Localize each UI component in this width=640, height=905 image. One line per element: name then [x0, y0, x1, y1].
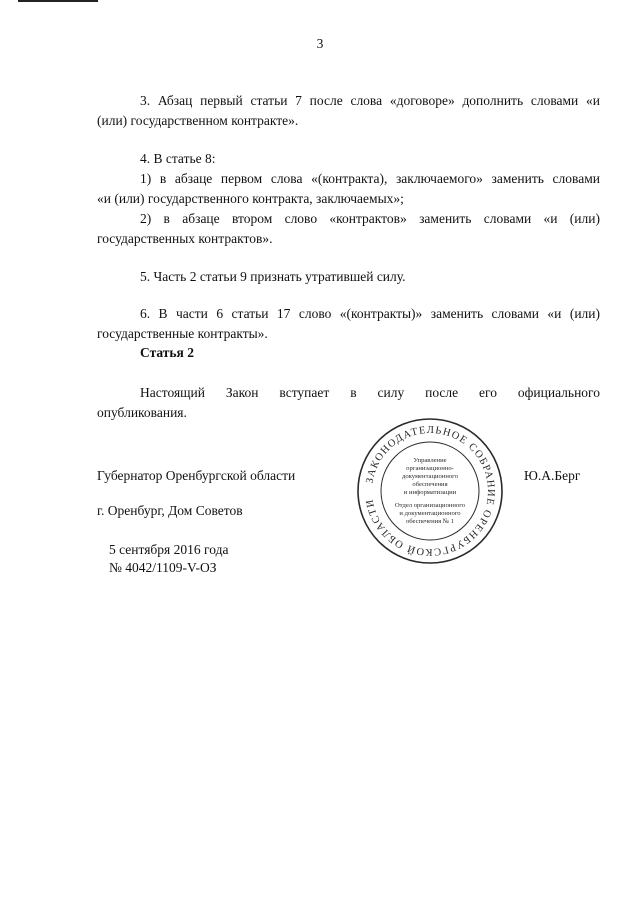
item4-sub2-line2: государственных контрактов».: [97, 231, 273, 246]
item4-heading: 4. В статье 8:: [140, 151, 216, 166]
item6-line2: государственные контракты».: [97, 326, 268, 341]
item6-line1: 6. В части 6 статьи 17 слово «(контракты)» заменить словами «и (или): [140, 306, 600, 321]
stamp-inner-line: Управление: [413, 457, 447, 464]
item4-sub1-line1: 1) в абзаце первом слова «(контракта), заключаемого» заменить словами: [140, 171, 600, 186]
item5: 5. Часть 2 статьи 9 признать утратившей силу.: [140, 269, 406, 284]
item3-line1: 3. Абзац первый статьи 7 после слова «договоре» дополнить словами «и: [140, 93, 600, 108]
stamp-ring-text: ЗАКОНОДАТЕЛЬНОЕ СОБРАНИЕ ОРЕНБУРГСКОЙ ОБЛАСТИ: [364, 424, 497, 558]
item4-sub2-line1: 2) в абзаце втором слово «контрактов» заменить словами «и (или): [140, 211, 600, 226]
signing-date: 5 сентября 2016 года: [109, 542, 229, 557]
stamp-inner-line: организационно-: [406, 465, 454, 472]
law-number: № 4042/1109-V-ОЗ: [109, 560, 217, 575]
signatory-position: Губернатор Оренбургской области: [97, 468, 296, 483]
signatory-name: Ю.А.Берг: [524, 468, 581, 483]
stamp-inner-line: и документационного: [399, 510, 461, 517]
stamp-inner-line: обеспечения: [412, 481, 448, 488]
stamp-inner-line: и информатизации: [403, 489, 457, 496]
stamp-inner-line: документационного: [401, 473, 459, 480]
official-stamp: [355, 416, 505, 566]
article2-line2: опубликования.: [97, 405, 187, 420]
page-number: 3: [316, 36, 324, 51]
top-edge-line: [18, 0, 98, 2]
item3-line2: (или) государственном контракте».: [97, 113, 299, 128]
stamp-inner-line: обеспечения № 1: [405, 518, 455, 525]
stamp-inner-line: Отдел организационного: [394, 502, 466, 509]
article2-line1: Настоящий Закон вступает в силу после его официального: [140, 385, 600, 400]
item4-sub1-line2: «и (или) государственного контракта, заключаемых»;: [97, 191, 404, 206]
signing-place: г. Оренбург, Дом Советов: [97, 503, 243, 518]
article2-heading: Статья 2: [140, 345, 194, 360]
